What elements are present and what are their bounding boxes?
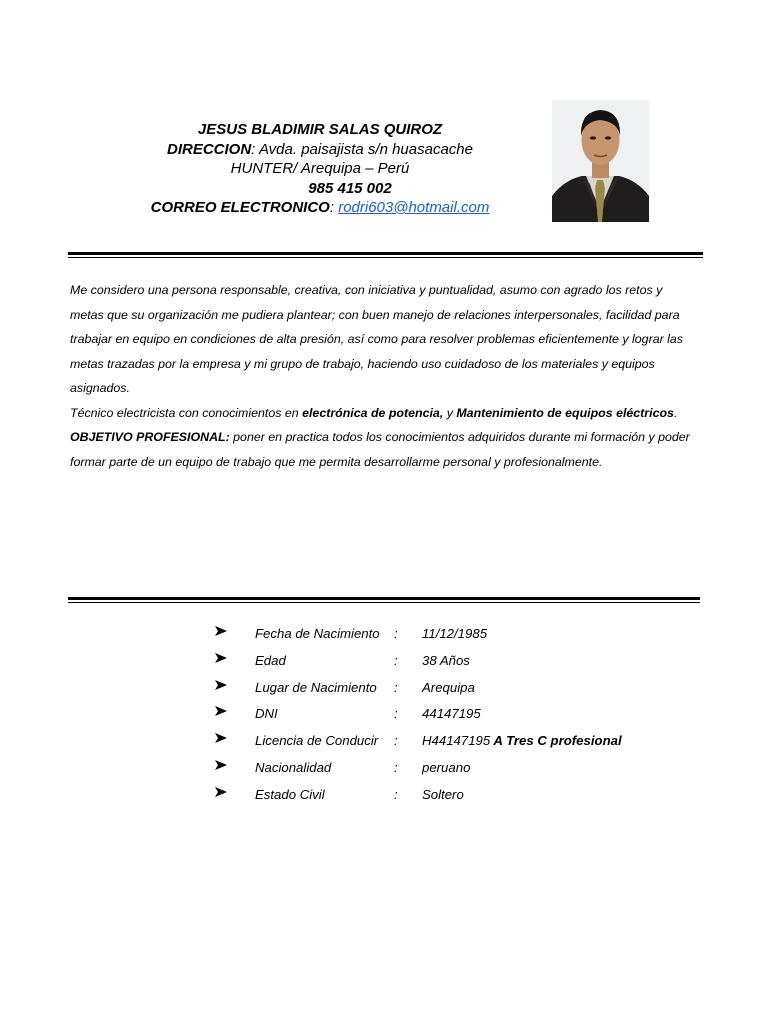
personal-details <box>214 622 694 810</box>
detail-birth-date <box>214 622 694 649</box>
detail-label: Estado Civil <box>255 786 325 802</box>
detail-nationality <box>214 756 694 783</box>
profile-summary <box>70 278 698 474</box>
details-divider <box>68 597 700 600</box>
arrow-bullet-icon <box>214 705 228 717</box>
detail-value: 44147195 <box>422 706 481 722</box>
objective-label: OBJETIVO PROFESIONAL: <box>70 430 230 444</box>
header-divider <box>68 252 703 255</box>
detail-value: peruano <box>422 759 471 775</box>
detail-value: H44147195 A Tres C profesional <box>422 733 622 749</box>
detail-label: DNI <box>255 706 278 722</box>
arrow-bullet-icon <box>214 786 228 798</box>
detail-age <box>214 649 694 676</box>
detail-colon: : <box>394 759 398 775</box>
detail-colon: : <box>394 679 398 695</box>
detail-value: 11/12/1985 <box>422 626 488 641</box>
details-divider-thin <box>68 602 700 603</box>
phone-number: 985 415 002 <box>308 179 392 197</box>
full-name: JESUS BLADIMIR SALAS QUIROZ <box>197 121 443 138</box>
email-label: CORREO ELECTRONICO <box>150 199 330 216</box>
detail-label: Fecha de Nacimiento <box>255 626 380 641</box>
arrow-bullet-icon <box>214 759 228 771</box>
detail-label: Lugar de Nacimiento <box>255 679 377 695</box>
address-label: DIRECCION <box>167 140 252 158</box>
summary-objective: OBJETIVO PROFESIONAL: poner en practica todos los conocimientos adquiridos durante mi formación y poder formar parte de un equipo de trabajo que me permita desarrollarme personal y profesionalmente. <box>70 430 690 469</box>
detail-colon: : <box>394 706 398 722</box>
detail-marital-status <box>214 783 694 810</box>
detail-dni <box>214 702 694 729</box>
detail-label: Nacionalidad <box>255 759 332 775</box>
detail-value: Arequipa <box>422 679 475 695</box>
license-category: A Tres C profesional <box>490 733 622 749</box>
summary-intro: Me considero una persona responsable, creativa, con iniciativa y puntualidad, asumo con agrado los retos y metas que su organización me pudiera plantear; con buen manejo de relaciones interpersonales, facilidad para trabajar en equipo en condiciones de alta presión, así como para resolver problemas eficientemente y lograr las metas trazadas por la empresa y mi grupo de trabajo, haciendo uso cuidadoso de los materiales y equipos asignados. <box>70 283 683 395</box>
summary-technical: Técnico electricista con conocimientos en electrónica de potencia, y Mantenimiento de equipos eléctricos. <box>70 405 678 420</box>
detail-colon: : <box>394 652 398 668</box>
profile-photo <box>552 100 649 222</box>
detail-value: Soltero <box>422 786 464 802</box>
arrow-bullet-icon <box>214 732 228 744</box>
detail-colon: : <box>394 786 398 802</box>
header-divider-thin <box>68 257 703 258</box>
address-line-1: DIRECCION: Avda. paisajista s/n huasacache <box>167 140 473 158</box>
address-line-2: HUNTER/ Arequipa – Perú <box>230 160 410 177</box>
contact-header <box>110 120 530 218</box>
detail-birthplace <box>214 676 694 703</box>
detail-label: Licencia de Conducir <box>255 733 379 749</box>
email-link[interactable]: rodri603@hotmail.com <box>338 199 490 216</box>
detail-label: Edad <box>255 652 286 668</box>
detail-value: 38 Años <box>422 652 470 668</box>
detail-colon: : <box>394 626 398 641</box>
arrow-bullet-icon <box>214 652 228 664</box>
arrow-bullet-icon <box>214 679 228 691</box>
detail-drivers-license <box>214 729 694 756</box>
email-line: CORREO ELECTRONICO: rodri603@hotmail.com <box>150 199 490 216</box>
arrow-bullet-icon <box>214 625 228 637</box>
detail-colon: : <box>394 733 398 749</box>
